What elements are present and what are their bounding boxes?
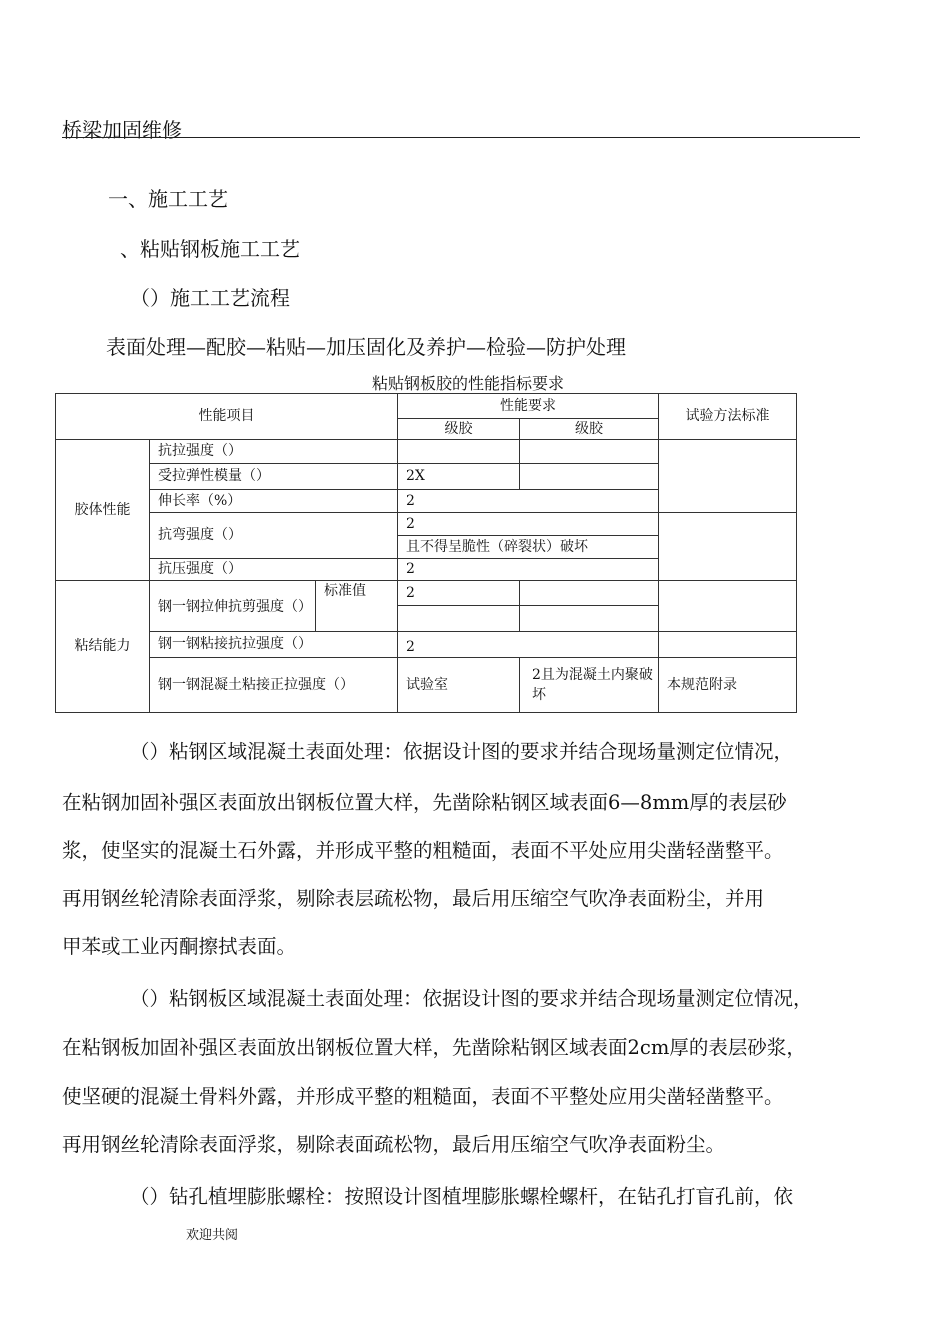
- process-flow-text: 表面处理—配胶—粘贴—加压固化及养护—检验—防护处理: [106, 335, 626, 359]
- title-underline: [62, 137, 860, 138]
- paragraph-line: 在粘钢板加固补强区表面放出钢板位置大样，先凿除粘钢区域表面2cm厚的表层砂浆，: [62, 1036, 806, 1059]
- row-steel-concrete-bond: 钢一钢混凝土粘接正拉强度（）: [150, 658, 398, 713]
- cell-appendix: 本规范附录: [659, 658, 797, 713]
- row-elongation: 伸长率（%）: [150, 490, 398, 513]
- header-grade-b: 级胶: [520, 419, 659, 440]
- cell-lab: 试验室: [398, 658, 520, 713]
- cell-grade-a: [398, 440, 520, 464]
- cell-method: [659, 581, 797, 632]
- cell-method: [659, 440, 797, 513]
- cell-grade-b: [520, 606, 659, 632]
- group-adhesive-properties: 胶体性能: [56, 440, 150, 581]
- cell-method: [659, 632, 797, 658]
- cell-grade-b: [520, 440, 659, 464]
- header-grade-a: 级胶: [398, 419, 520, 440]
- row-steel-shear-strength: 钢一钢拉伸抗剪强度（）: [150, 581, 316, 632]
- document-title: 桥梁加固维修: [62, 118, 182, 142]
- footer-note: 欢迎共阅: [186, 1228, 239, 1243]
- paragraph-line: 再用钢丝轮清除表面浮浆，剔除表层疏松物，最后用压缩空气吹净表面粉尘，并用: [62, 887, 765, 910]
- row-flexural-strength: 抗弯强度（）: [150, 513, 398, 559]
- cell-method: [659, 513, 797, 581]
- cell-value: 2: [398, 490, 659, 513]
- cell-value: 2: [398, 632, 659, 658]
- row-tensile-strength: 抗拉强度（）: [150, 440, 398, 464]
- cell-standard-value: 标准值: [316, 581, 398, 632]
- heading-process-flow: （）施工工艺流程: [130, 286, 290, 310]
- cell-grade-b: [520, 581, 659, 606]
- row-tensile-modulus: 受拉弹性模量（）: [150, 464, 398, 490]
- heading-steel-plate-bonding: 、粘贴钢板施工工艺: [120, 237, 300, 261]
- cell-concrete-failure: 2且为混凝土内聚破坏: [520, 658, 659, 713]
- header-test-method: 试验方法标准: [659, 394, 797, 440]
- cell-grade-b: [520, 464, 659, 490]
- cell-grade-a: [398, 606, 520, 632]
- cell-value: 2: [398, 513, 659, 536]
- cell-grade-a: 2: [398, 581, 520, 606]
- group-bonding-capacity: 粘结能力: [56, 581, 150, 713]
- paragraph-line: 使坚硬的混凝土骨料外露，并形成平整的粗糙面，表面不平整处应用尖凿轻凿整平。: [62, 1085, 784, 1108]
- paragraph-line: （）粘钢板区域混凝土表面处理：依据设计图的要求并结合现场量测定位情况，: [130, 987, 813, 1010]
- table-caption: 粘贴钢板胶的性能指标要求: [372, 374, 565, 393]
- header-requirement: 性能要求: [398, 394, 659, 419]
- adhesive-spec-table: [55, 393, 797, 713]
- cell-value-note: 且不得呈脆性（碎裂状）破坏: [398, 536, 659, 559]
- row-compressive-strength: 抗压强度（）: [150, 559, 398, 581]
- row-steel-tensile-bond: 钢一钢粘接抗拉强度（）: [150, 632, 398, 658]
- paragraph-line: （）钻孔植埋膨胀螺栓：按照设计图植埋膨胀螺栓螺杆，在钻孔打盲孔前，依: [130, 1185, 794, 1208]
- paragraph-line: （）粘钢区域混凝土表面处理：依据设计图的要求并结合现场量测定位情况，: [130, 740, 794, 763]
- cell-value: 2: [398, 559, 659, 581]
- header-item: 性能项目: [56, 394, 398, 440]
- heading-construction-process: 一、施工工艺: [108, 187, 228, 211]
- paragraph-line: 浆，使坚实的混凝土石外露，并形成平整的粗糙面，表面不平处应用尖凿轻凿整平。: [62, 839, 784, 862]
- cell-grade-a: 2X: [398, 464, 520, 490]
- paragraph-line: 甲苯或工业丙酮擦拭表面。: [62, 935, 297, 958]
- paragraph-line: 再用钢丝轮清除表面浮浆，剔除表面疏松物，最后用压缩空气吹净表面粉尘。: [62, 1133, 726, 1156]
- paragraph-line: 在粘钢加固补强区表面放出钢板位置大样，先凿除粘钢区域表面6—8mm厚的表层砂: [62, 791, 787, 814]
